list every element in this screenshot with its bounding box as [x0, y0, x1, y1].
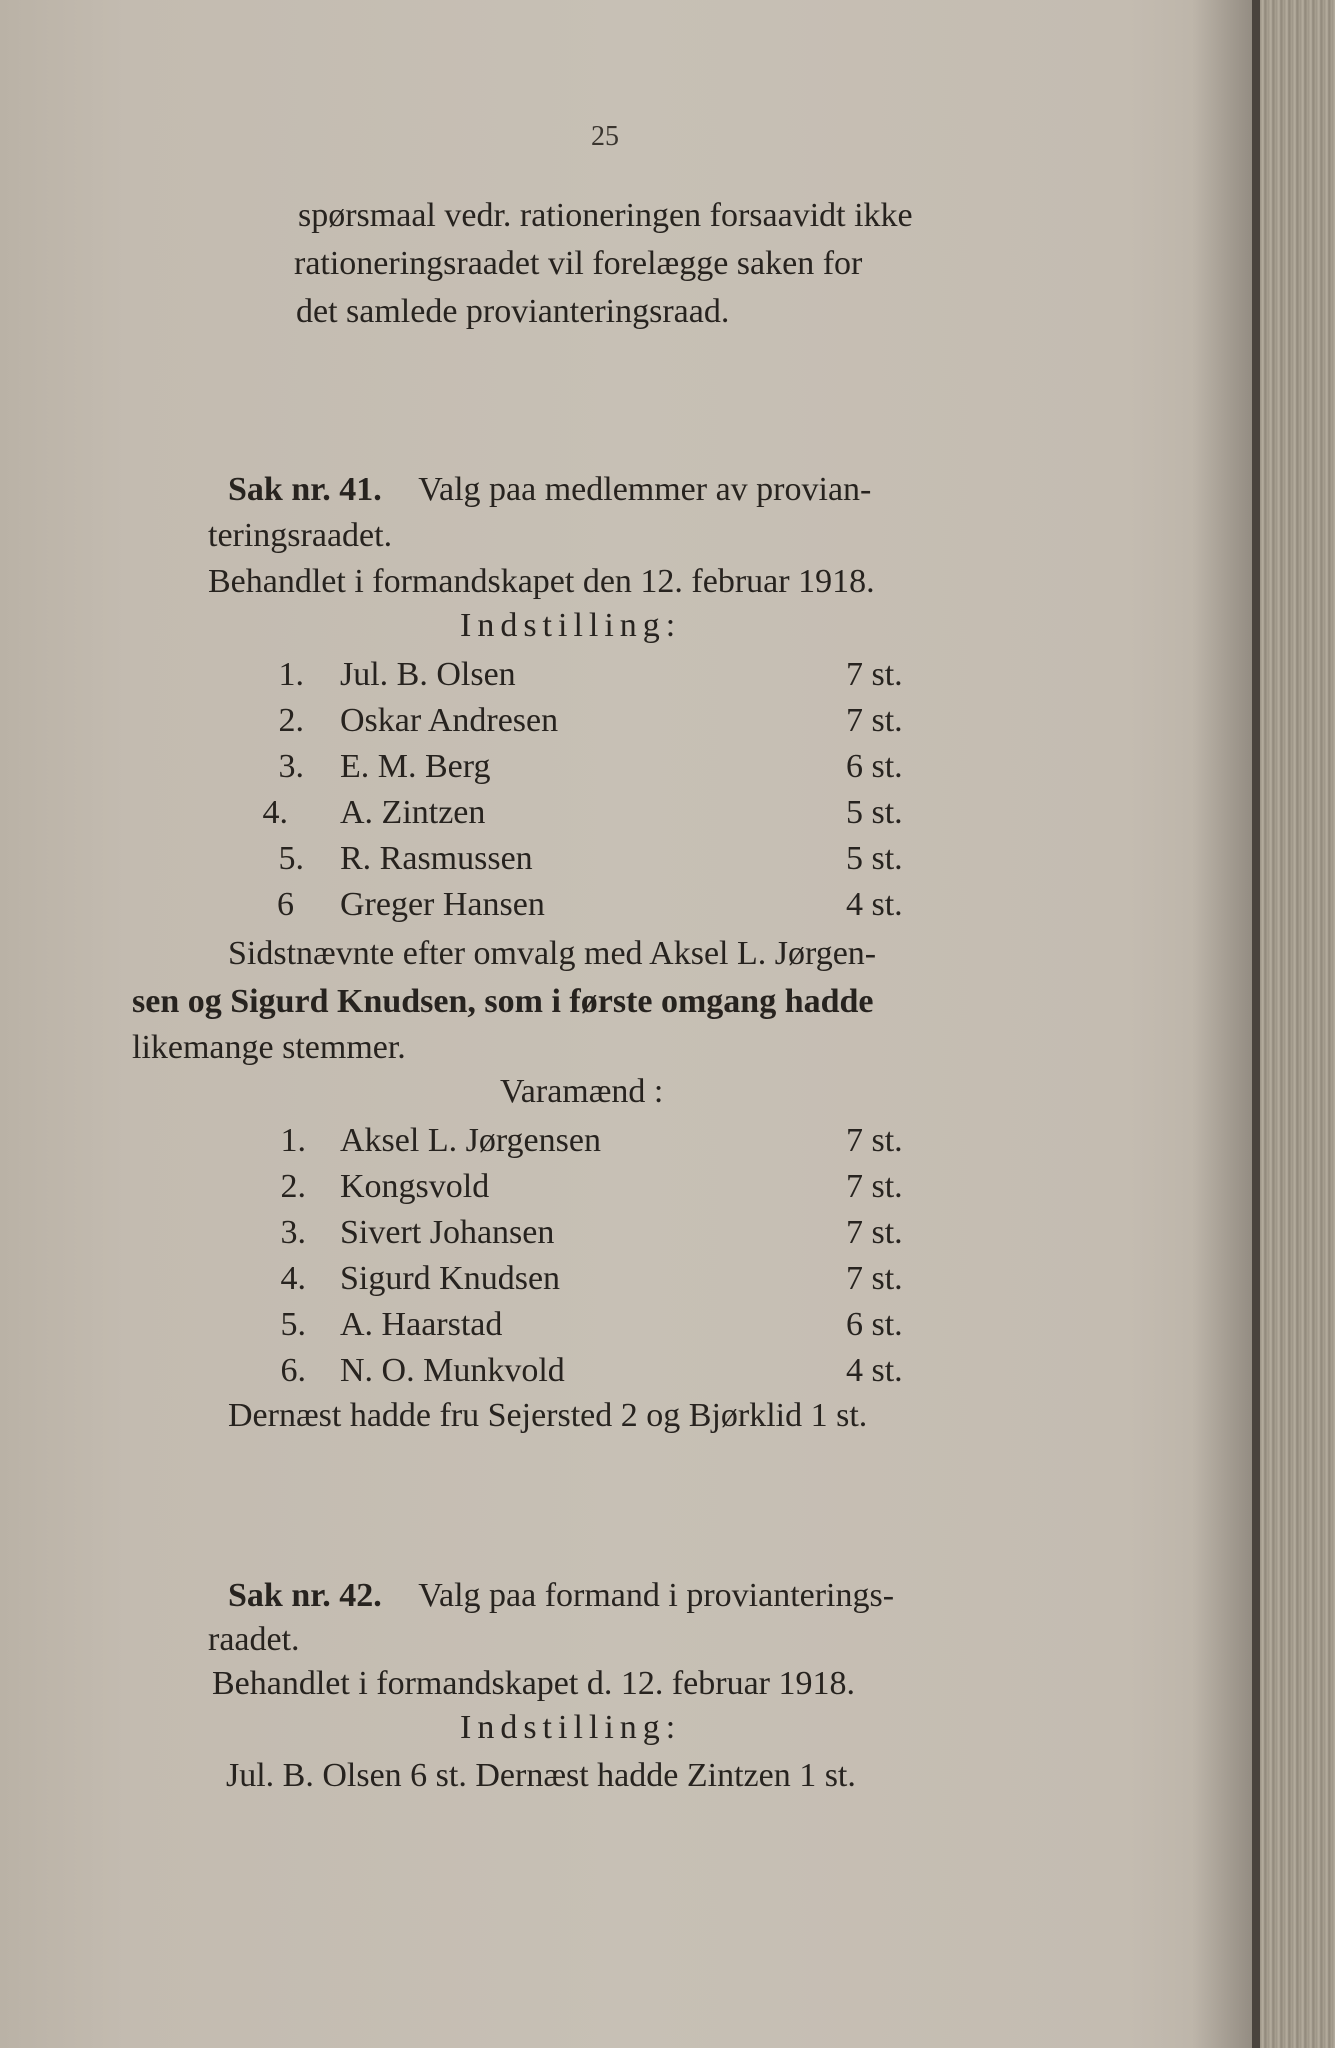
varamand-name: A. Haarstad	[340, 1306, 503, 1343]
varamand-number: 5.	[280, 1306, 306, 1343]
varamand-votes: 6 st.	[846, 1306, 903, 1343]
sak42-title-line2	[208, 1620, 300, 1660]
intro-line-2	[294, 244, 862, 284]
varamand-votes: 7 st.	[846, 1260, 903, 1297]
sak41-note-text-3: likemange stemmer.	[132, 1029, 406, 1066]
varamand-row-1	[0, 1120, 1252, 1162]
member-name: A. Zintzen	[340, 794, 486, 831]
member-row-5	[0, 838, 1252, 880]
varamand-number: 4.	[280, 1260, 306, 1297]
member-name: R. Rasmussen	[340, 840, 533, 877]
member-row-1	[0, 654, 1252, 696]
sak41-indstilling-heading	[460, 606, 681, 646]
sak42-heading: Sak nr. 42.	[228, 1577, 382, 1614]
sak41-note-line-1	[228, 934, 1068, 974]
varamand-row-3	[0, 1212, 1252, 1254]
member-votes: 4 st.	[846, 886, 903, 923]
member-row-6	[0, 884, 1252, 926]
member-votes: 5 st.	[846, 794, 903, 831]
varamand-number: 3.	[280, 1214, 306, 1251]
sak42-heading-line	[228, 1576, 894, 1616]
member-name: Jul. B. Olsen	[340, 656, 516, 693]
member-votes: 7 st.	[846, 656, 903, 693]
sak42-indstilling-text: Indstilling:	[460, 1709, 682, 1746]
sak41-behandlet	[208, 562, 875, 602]
varamand-name: Sigurd Knudsen	[340, 1260, 561, 1297]
intro-text-1: spørsmaal vedr. rationeringen forsaavidt ikke	[298, 197, 913, 234]
sak41-title-part1: Valg paa medlemmer av provian-	[418, 471, 872, 508]
intro-line-3	[296, 292, 729, 332]
intro-text-3: det samlede provianteringsraad.	[296, 293, 730, 330]
member-name: Oskar Andresen	[340, 702, 559, 739]
varamand-votes: 7 st.	[846, 1122, 903, 1159]
varamand-name: Aksel L. Jørgensen	[340, 1122, 601, 1159]
sak41-note-line-2	[132, 982, 1098, 1022]
intro-line-1	[298, 196, 1064, 236]
varamand-name: Kongsvold	[340, 1168, 490, 1205]
sak42-title-part2: raadet.	[208, 1621, 300, 1658]
member-votes: 6 st.	[846, 748, 903, 785]
varamand-row-4	[0, 1258, 1252, 1300]
varamand-votes: 7 st.	[846, 1214, 903, 1251]
sak41-title-part2: teringsraadet.	[208, 517, 393, 554]
sak42-result-text: Jul. B. Olsen 6 st. Dernæst hadde Zintzen 1 st.	[226, 1757, 856, 1794]
member-row-2	[0, 700, 1252, 742]
sak42-indstilling-heading	[460, 1708, 681, 1748]
member-number: 6	[277, 886, 294, 923]
member-number: 3.	[278, 748, 304, 785]
page-shadow	[1192, 0, 1252, 2048]
sak42-result	[226, 1756, 856, 1796]
varamand-name: Sivert Johansen	[340, 1214, 555, 1251]
varamand-votes: 4 st.	[846, 1352, 903, 1389]
varamand-number: 2.	[280, 1168, 306, 1205]
sak42-behandlet-text: Behandlet i formandskapet d. 12. februar 1918.	[212, 1665, 855, 1702]
page-number: 25	[591, 121, 619, 152]
member-votes: 5 st.	[846, 840, 903, 877]
varamand-row-5	[0, 1304, 1252, 1346]
member-row-4	[0, 792, 1252, 834]
member-number: 5.	[278, 840, 304, 877]
member-name: E. M. Berg	[340, 748, 491, 785]
intro-text-2: rationeringsraadet vil forelægge saken for	[294, 245, 863, 282]
member-number: 1.	[278, 656, 304, 693]
varamand-number: 1.	[280, 1122, 306, 1159]
book-page-edges	[1252, 0, 1335, 2048]
varamaend-heading	[500, 1072, 663, 1112]
varamaend-heading-text: Varamænd :	[500, 1073, 664, 1110]
varamand-name: N. O. Munkvold	[340, 1352, 565, 1389]
sak41-indstilling-text: Indstilling:	[460, 607, 682, 644]
sak41-closing-text: Dernæst hadde fru Sejersted 2 og Bjørklid 1 st.	[228, 1397, 868, 1434]
member-number: 4.	[262, 794, 288, 831]
sak41-note-text-2: sen og Sigurd Knudsen, som i første omgang hadde	[132, 983, 874, 1020]
varamand-row-2	[0, 1166, 1252, 1208]
member-votes: 7 st.	[846, 702, 903, 739]
sak41-behandlet-text: Behandlet i formandskapet den 12. februar 1918.	[208, 563, 875, 600]
varamand-number: 6.	[280, 1352, 306, 1389]
sak41-title-line2	[208, 516, 392, 556]
member-number: 2.	[278, 702, 304, 739]
sak42-behandlet	[212, 1664, 855, 1704]
sak41-closing	[228, 1396, 1058, 1436]
sak41-note-text-1: Sidstnævnte efter omvalg med Aksel L. Jørgen-	[228, 935, 877, 972]
sak41-heading: Sak nr. 41.	[228, 471, 382, 508]
varamand-row-6	[0, 1350, 1252, 1392]
sak41-note-line-3	[132, 1028, 406, 1068]
member-name: Greger Hansen	[340, 886, 545, 923]
sak42-title-part1: Valg paa formand i provianterings-	[418, 1577, 895, 1614]
sak41-heading-line	[228, 470, 871, 510]
member-row-3	[0, 746, 1252, 788]
varamand-votes: 7 st.	[846, 1168, 903, 1205]
